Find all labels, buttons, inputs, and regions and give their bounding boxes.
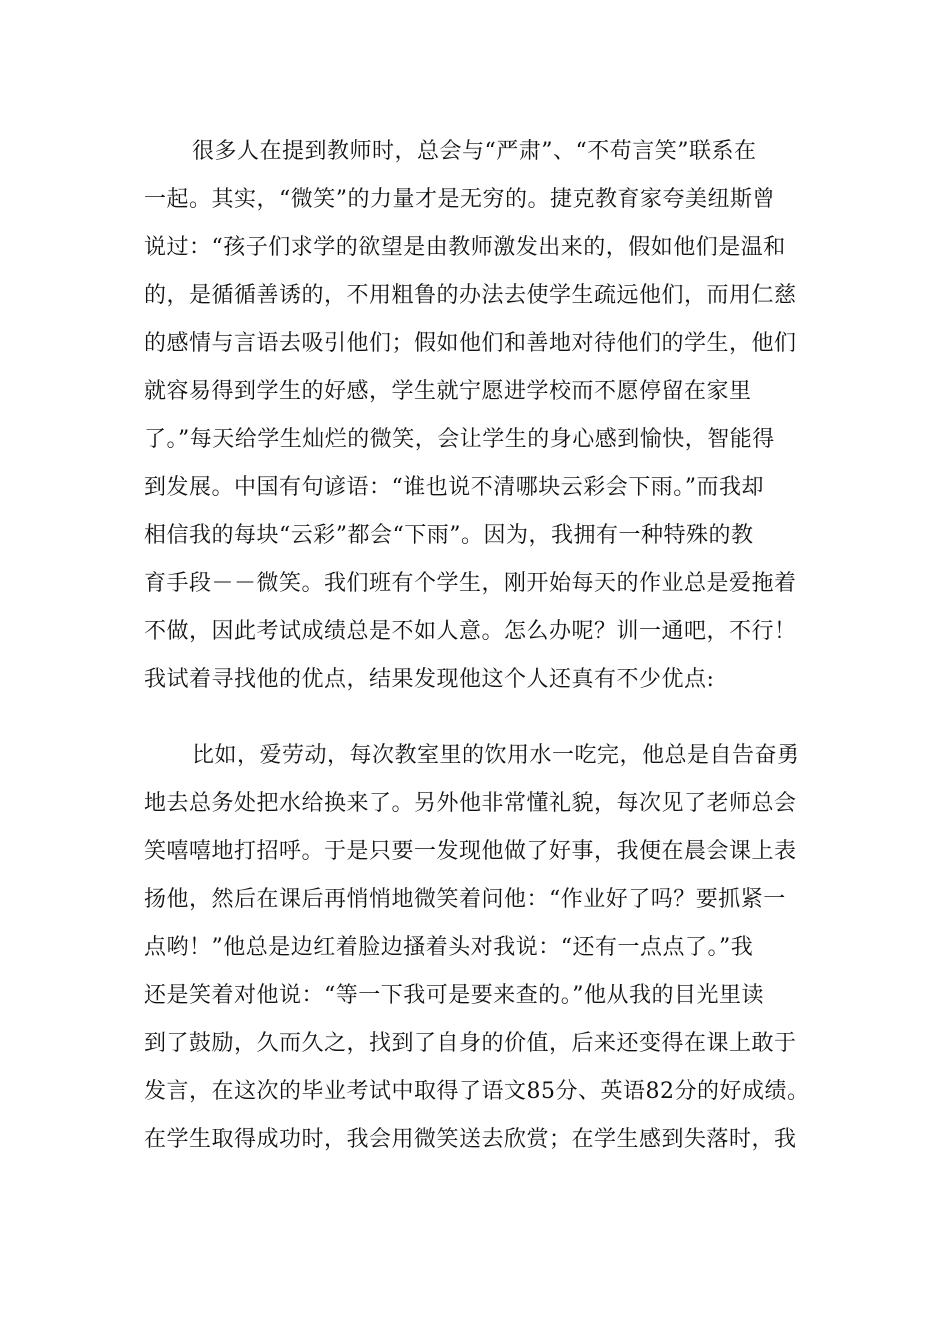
paragraph-1-line-7: 了。”每天给学生灿烂的微笑，会让学生的身心感到愉快，智能得 — [144, 427, 775, 452]
paragraph-1-line-10: 育手段－－微笑。我们班有个学生，刚开始每天的作业总是爱拖着 — [144, 571, 797, 596]
paragraph-2-line-5: 点哟！”他总是边红着脸边搔着头对我说：“还有一点点了。”我 — [144, 935, 754, 960]
paragraph-2-line-4: 扬他，然后在课后再悄悄地微笑着问他：“作业好了吗？要抓紧一 — [144, 887, 786, 912]
paragraph-1-line-5: 的感情与言语去吸引他们；假如他们和善地对待他们的学生，他们 — [144, 331, 797, 356]
paragraph-1-line-4: 的，是循循善诱的，不用粗鲁的办法去使学生疏远他们，而用仁慈 — [144, 283, 797, 308]
paragraph-2-line-8: 发言，在这次的毕业考试中取得了语文85分、英语82分的好成绩。 — [144, 1079, 810, 1104]
paragraph-1-line-9: 相信我的每块“云彩”都会“下雨”。因为，我拥有一种特殊的教 — [144, 523, 754, 548]
paragraph-1-line-12: 我试着寻找他的优点，结果发现他这个人还真有不少优点: — [144, 667, 715, 692]
paragraph-2-line-2: 地去总务处把水给换来了。另外他非常懂礼貌，每次见了老师总会 — [144, 791, 797, 816]
paragraph-1-line-6: 就容易得到学生的好感，学生就宁愿进学校而不愿停留在家里 — [144, 379, 752, 404]
paragraph-2-line-7: 到了鼓励，久而久之，找到了自身的价值，后来还变得在课上敢于 — [144, 1031, 797, 1056]
paragraph-2-line-6: 还是笑着对他说：“等一下我可是要来查的。”他从我的目光里读 — [144, 983, 764, 1008]
paragraph-1-line-3: 说过：“孩子们求学的欲望是由教师激发出来的，假如他们是温和 — [144, 235, 786, 260]
paragraph-1-line-11: 不做，因此考试成绩总是不如人意。怎么办呢？训一通吧，不行！ — [144, 619, 797, 644]
paragraph-1-line-1: 很多人在提到教师时，总会与“严肃”、“不苟言笑”联系在 — [192, 139, 757, 164]
paragraph-2-line-9: 在学生取得成功时，我会用微笑送去欣赏；在学生感到失落时，我 — [144, 1127, 797, 1152]
paragraph-2-line-1: 比如，爱劳动，每次教室里的饮用水一吃完，他总是自告奋勇 — [192, 743, 800, 768]
paragraph-1-line-2: 一起。其实，“微笑”的力量才是无穷的。捷克教育家夸美纽斯曾 — [144, 187, 775, 212]
paragraph-1-line-8: 到发展。中国有句谚语：“谁也说不清哪块云彩会下雨。”而我却 — [144, 475, 764, 500]
paragraph-2-line-3: 笑嘻嘻地打招呼。于是只要一发现他做了好事，我便在晨会课上表 — [144, 839, 797, 864]
